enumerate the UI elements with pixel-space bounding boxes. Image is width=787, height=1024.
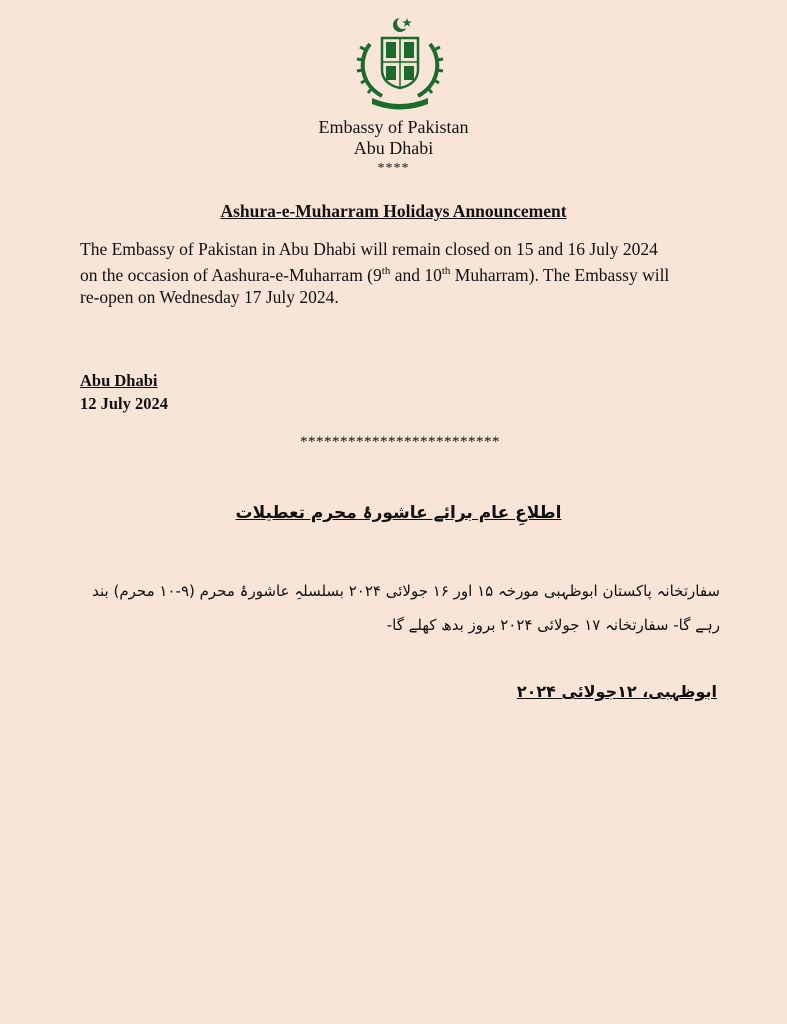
pakistan-state-emblem-icon xyxy=(352,14,448,110)
body-line-3: re-open on Wednesday 17 July 2024. xyxy=(80,286,339,307)
ordinal-suffix: th xyxy=(381,265,391,277)
signoff-place: Abu Dhabi xyxy=(80,371,158,390)
embassy-city: Abu Dhabi xyxy=(353,138,434,158)
separator-stars: ************************* xyxy=(300,434,500,450)
header-stars: **** xyxy=(377,161,410,176)
body-line-2c: Muharram). The Embassy will xyxy=(450,264,670,285)
urdu-title: اطلاعِ عام برائے عاشورۂ محرم تعطیلات xyxy=(235,503,562,523)
body-line-1: The Embassy of Pakistan in Abu Dhabi will remain closed on 15 and 16 July 2024 xyxy=(80,239,658,259)
announcement-body xyxy=(80,238,720,308)
urdu-body: سفارتخانہ پاکستان ابوظہبی مورخہ ۱۵ اور ۱۶ جولائی ۲۰۲۴ بسلسلہِ عاشورۂ محرم (۹-۱۰ محرم) بند رہے گا- سفارتخانہ ۱۷ جولائی ۲۰۲۴ بروز بدھ کھلے گا- xyxy=(92,582,720,634)
body-line-2a: on the occasion of Aashura-e-Muharram (9 xyxy=(80,264,382,285)
signoff-date: 12 July 2024 xyxy=(80,394,169,413)
embassy-name: Embassy of Pakistan xyxy=(318,117,469,137)
announcement-title: Ashura-e-Muharram Holidays Announcement xyxy=(220,201,567,221)
ordinal-suffix: th xyxy=(441,265,451,277)
urdu-date: ابوظہبی، ۱۲جولائی ۲۰۲۴ xyxy=(516,682,717,701)
body-line-2b: and 10 xyxy=(390,264,442,285)
